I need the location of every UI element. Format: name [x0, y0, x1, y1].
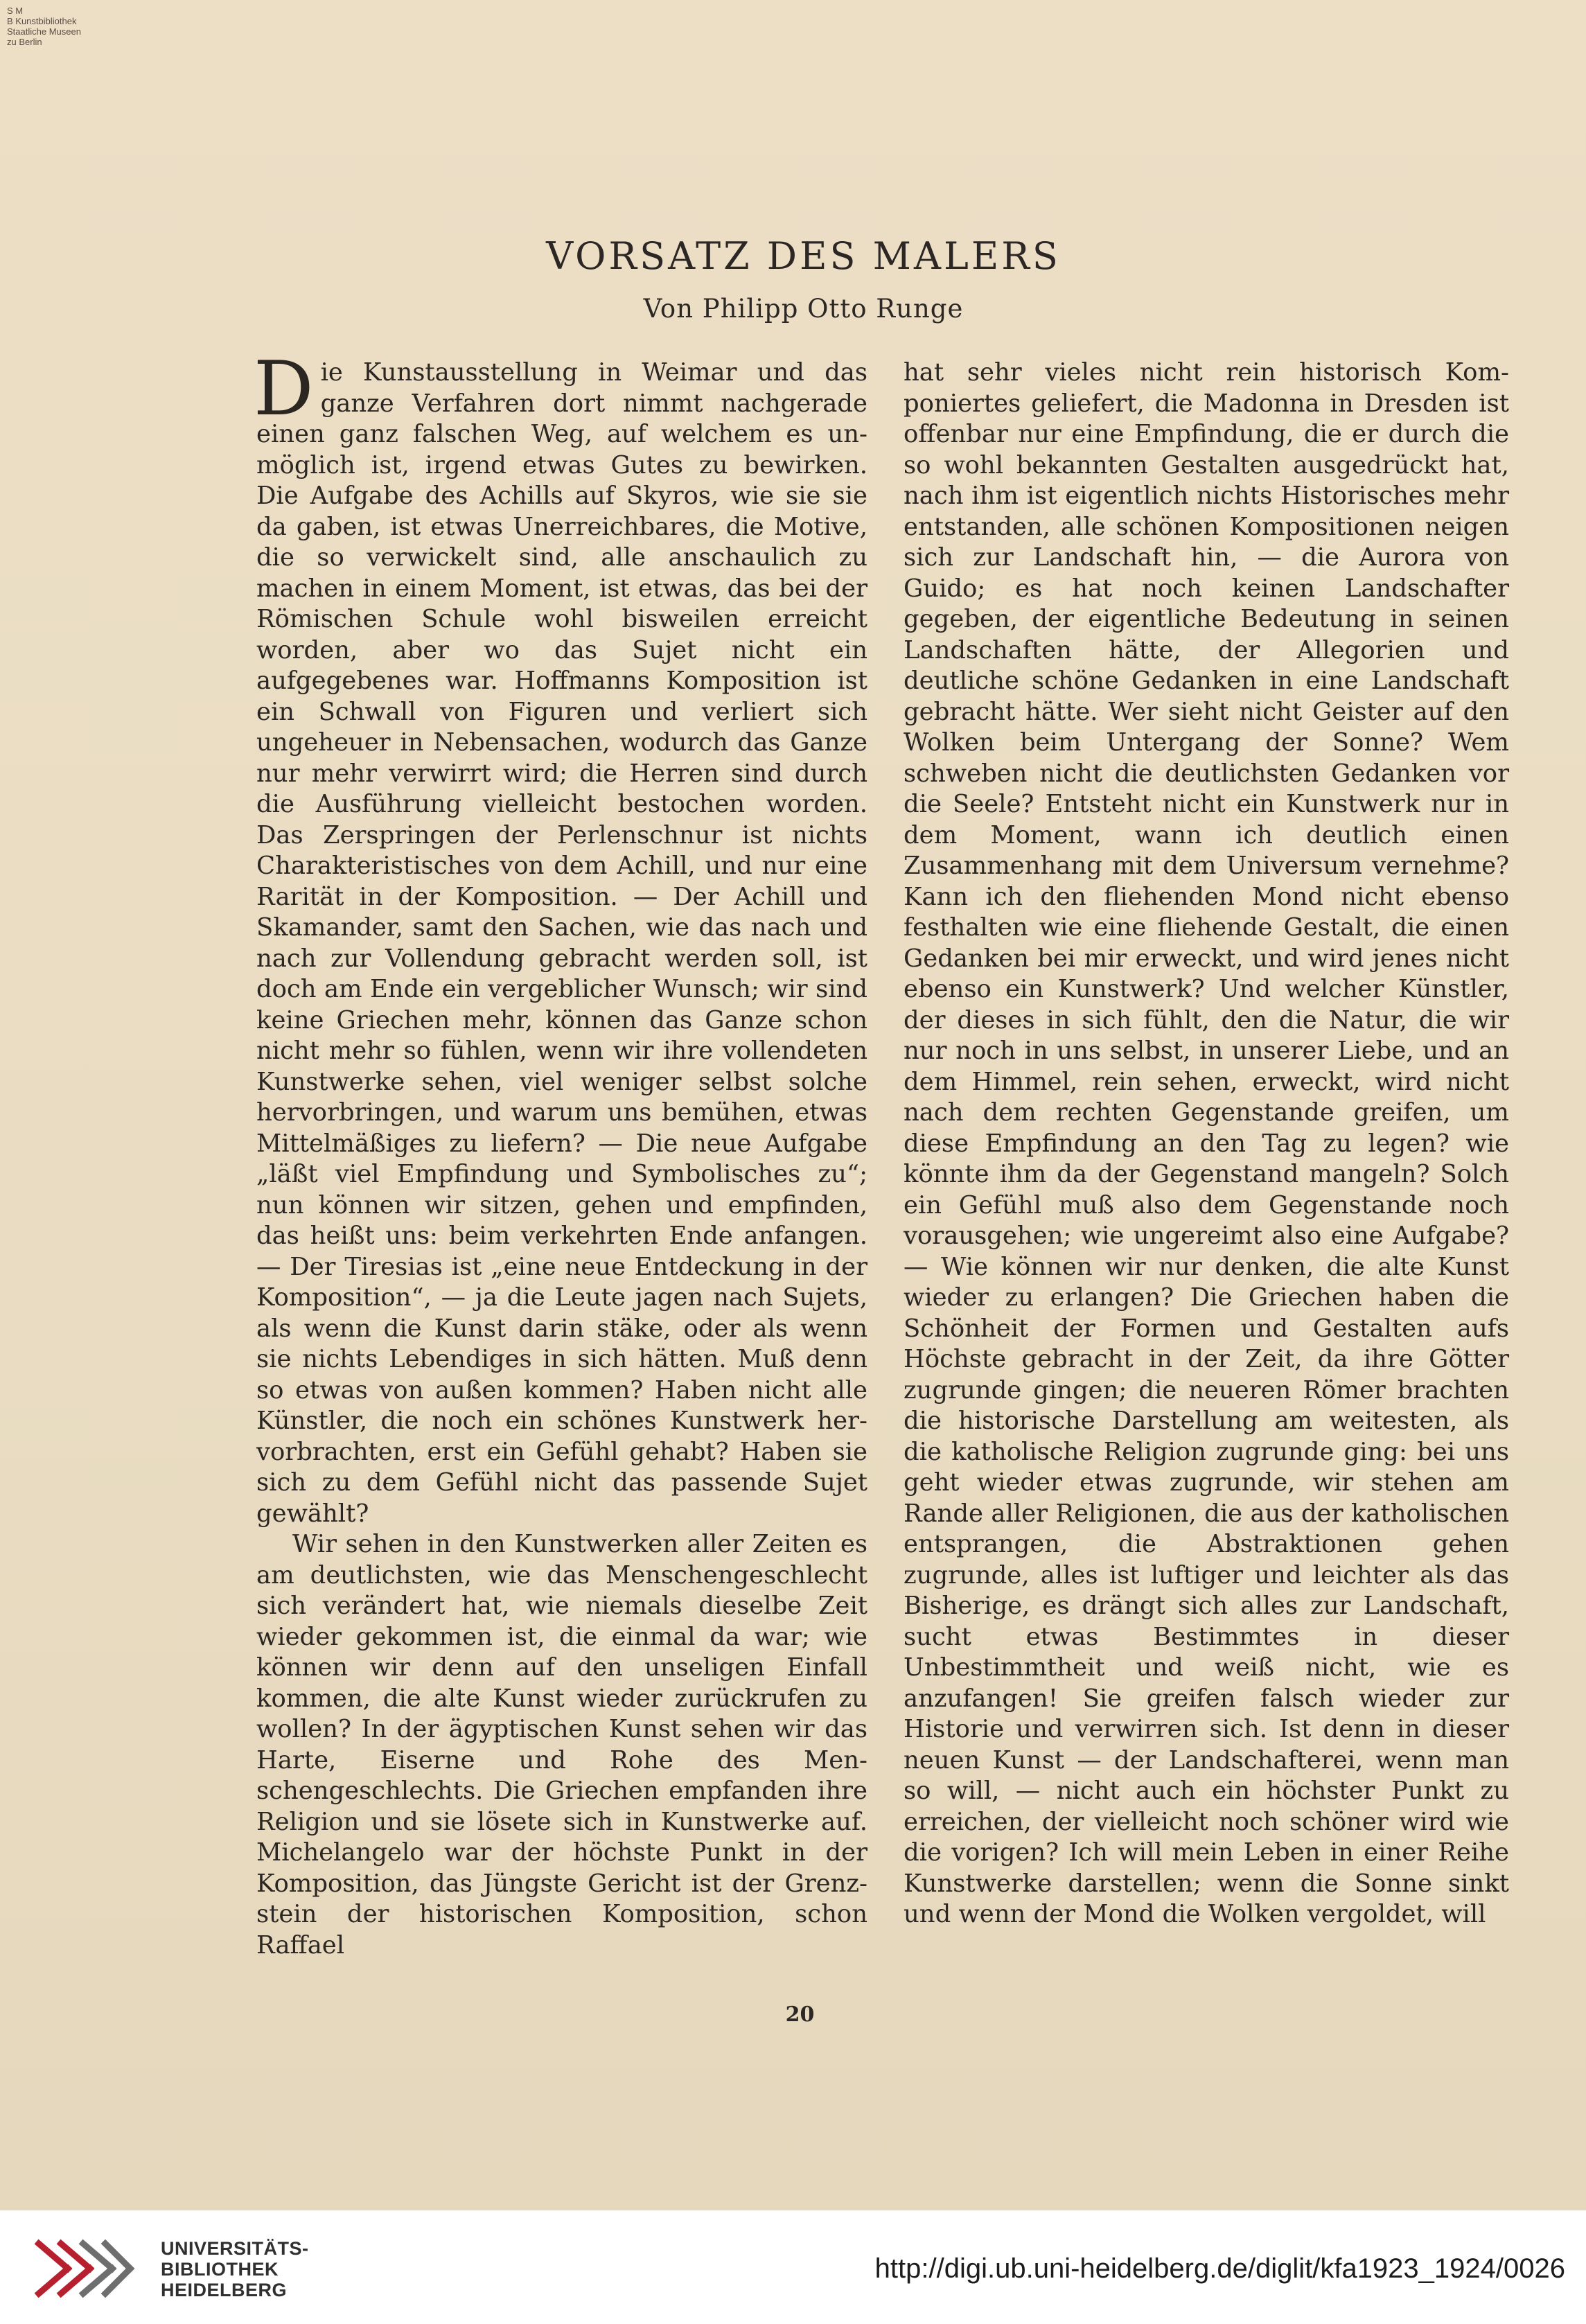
page-number: 20	[785, 2002, 815, 2027]
library-stamp	[7, 6, 90, 47]
article-title: VORSATZ DES MALERS	[546, 234, 1061, 278]
text-column-right	[904, 358, 1509, 1930]
university-library-logo-icon	[32, 2235, 136, 2302]
article-author: Von Philipp Otto Runge	[643, 294, 964, 324]
text-column-left	[254, 346, 867, 1961]
paragraph-text: ie Kunstausstellung in Weimar und das ganze Verfahren dort nimmt nachgerade einen ganz falschen Weg, auf welchem es unmöglich ist, irgend etwas Gutes zu bewirken. Die Aufgabe des Achills auf Skyros, wie sie sie da gaben, ist etwas Unerreichbares, die Motive, die so verwickelt sind, alle anschaulich zu machen in einem Moment, ist etwas, das bei der Römischen Schule wohl bisweilen erreicht worden, aber wo das Sujet nicht ein aufgegebenes war. Hoffmanns Komposition ist ein Schwall von Figuren und verliert sich ungeheuer in Nebensachen, wodurch das Ganze nur mehr verwirrt wird; die Herren sind durch die Ausführung vielleicht bestochen worden. Das Zerspringen der Perlenschnur ist nichts Charakteristisches von dem Achill, und nur eine Rarität in der Komposition. — Der Achill und Skamander, samt den Sachen, wie das nach und nach zur Vollendung gebracht werden soll, ist doch am Ende ein vergeblicher Wunsch; wir sind keine Griechen mehr, können das Ganze schon nicht mehr so fühlen, wenn wir ihre vollendeten Kunstwerke sehen, viel weniger selbst solche hervorbringen, und warum uns bemühen, etwas Mittelmäßiges zu liefern? — Die neue Aufgabe „läßt viel Empfindung und Symbolisches zu“; nun können wir sitzen, gehen und empfinden, das heißt uns: beim verkehrten Ende anfangen. — Der Tiresias ist „eine neue Entdeckung in der Komposition“, — ja die Leute jagen nach Sujets, als wenn die Kunst darin stäke, oder als wenn sie nichts Lebendiges in sich hätten. Muß denn so etwas von außen kommen? Haben nicht alle Künstler, die noch ein schönes Kunstwerk hervorbrachten, erst ein Gefühl gehabt? Haben sie sich zu dem Gefühl nicht das passende Sujet gewählt?	[256, 358, 867, 1528]
paragraph	[254, 346, 867, 1529]
viewer-footer	[0, 2210, 1586, 2324]
stamp-line: B Kunstbibliothek	[7, 16, 77, 26]
library-name-line: HEIDELBERG	[161, 2280, 288, 2300]
library-name	[161, 2238, 309, 2300]
drop-cap: D	[254, 346, 314, 432]
paragraph: Wir sehen in den Kunstwerken aller Zeiten es am deutlichsten, wie das Menschengeschlecht sich verändert hat, wie niemals dieselbe Zeit wieder gekommen ist, die einmal da war; wie können wir denn auf den unseligen Einfall kommen, die alte Kunst wieder zurückrufen zu wollen? In der ägyptischen Kunst sehen wir das Harte, Eiserne und Rohe des Menschengeschlechts. Die Griechen empfanden ihre Religion und sie lösete sich in Kunstwerke auf. Michelangelo war der höchste Punkt in der Komposition, das Jüngste Gericht ist der Grenzstein der historischen Komposition, schon Raffael	[256, 1530, 867, 1960]
paragraph: hat sehr vieles nicht rein historisch Komponiertes geliefert, die Madonna in Dresden ist offenbar nur eine Empfindung, die er durch die so wohl bekannten Gestalten ausgedrückt hat, nach ihm ist eigentlich nichts Historisches mehr entstanden, alle schönen Kompositionen neigen sich zur Landschaft hin, — die Aurora von Guido; es hat noch keinen Landschafter gegeben, der eigentliche Bedeutung in seinen Landschaften hätte, der Allegorien und deutliche schöne Gedanken in eine Landschaft gebracht hätte. Wer sieht nicht Geister auf den Wolken beim Untergang der Sonne? Wem schweben nicht die deutlichsten Gedanken vor die Seele? Entsteht nicht ein Kunstwerk nur in dem Moment, wann ich deutlich einen Zusammenhang mit dem Universum vernehme? Kann ich den fliehenden Mond nicht ebenso festhalten wie eine fliehende Gestalt, die einen Gedanken bei mir erweckt, und wird jenes nicht ebenso ein Kunstwerk? Und welcher Künstler, der dieses in sich fühlt, den die Natur, die wir nur noch in uns selbst, in unserer Liebe, und an dem Himmel, rein sehen, erweckt, wird nicht nach dem rechten Gegenstande greifen, um diese Empfindung an den Tag zu legen? wie könnte ihm da der Gegenstand mangeln? Solch ein Gefühl muß also dem Gegenstande noch vorausgehen; wie ungereimt also eine Aufgabe? — Wie können wir nur denken, die alte Kunst wieder zu erlangen? Die Griechen haben die Schönheit der Formen und Gestalten aufs Höchste gebracht in der Zeit, da ihre Götter zugrunde gingen; die neueren Römer brachten die historische Darstellung am weitesten, als die katholische Religion zugrunde ging: bei uns geht wieder etwas zugrunde, wir stehen am Rande aller Religionen, die aus der katholischen entsprangen, die Abstraktionen gehen zugrunde, alles ist luftiger und leichter als das Bisherige, es drängt sich alles zur Landschaft, sucht etwas Bestimmtes in dieser Unbestimmtheit und weiß nicht, wie es anzufangen! Sie greifen falsch wieder zur Historie und verwirren sich. Ist denn in dieser neuen Kunst — der Landschafterei, wenn man so will, — nicht auch ein höchster Punkt zu erreichen, der vielleicht noch schöner wird wie die vorigen? Ich will mein Leben in einer Reihe Kunstwerke darstellen; wenn die Sonne sinkt und wenn der Mond die Wolken vergoldet, will	[904, 358, 1509, 1928]
stamp-line: Staatliche Museen	[7, 26, 81, 37]
stamp-line: S M	[7, 6, 24, 16]
permalink-url[interactable]: http://digi.ub.uni-heidelberg.de/diglit/kfa1923_1924/0026	[874, 2253, 1565, 2284]
library-name-line: BIBLIOTHEK	[161, 2259, 279, 2280]
stamp-line: zu Berlin	[7, 37, 42, 47]
library-name-line: UNIVERSITÄTS-	[161, 2238, 309, 2259]
